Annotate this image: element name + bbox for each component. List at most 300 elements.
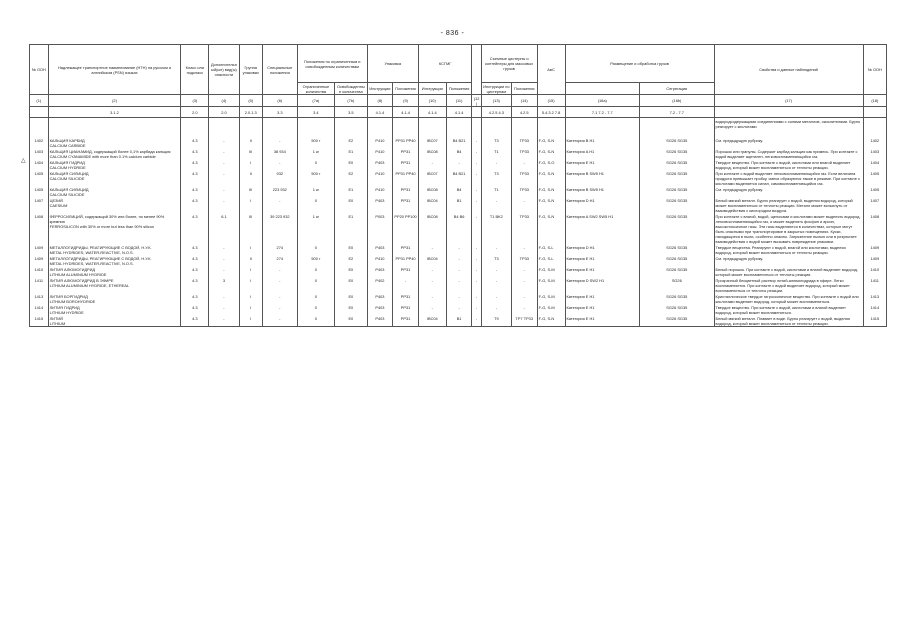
ems-cell: F-G, S-N xyxy=(537,186,565,197)
ibc-instruction-cell: - xyxy=(418,244,446,255)
header-packing-group: Группа упаковки xyxy=(239,45,262,95)
stowage-cell: Категория D H1 xyxy=(565,197,640,213)
russian-name: КАЛЬЦИЯ КАРБИД xyxy=(49,137,85,143)
ibc-instruction-cell: - xyxy=(418,293,446,304)
class-cell: 4.3 xyxy=(181,213,209,244)
tank-instruction-cell: T3 xyxy=(481,137,511,148)
limited-quantity-cell: 0 xyxy=(297,266,334,277)
column-12-cell: - xyxy=(472,266,481,277)
special-provisions-cell: - xyxy=(262,197,297,213)
subsidiary-hazard-cell: - xyxy=(209,304,239,315)
packing-group-cell: I xyxy=(239,244,262,255)
ibc-instruction-cell: - xyxy=(418,304,446,315)
packing-group-cell: I xyxy=(239,304,262,315)
special-provisions-cell: - xyxy=(262,137,297,148)
column-12-cell: - xyxy=(472,159,481,170)
tank-instruction-cell: - xyxy=(481,244,511,255)
name-cell xyxy=(48,197,181,213)
packing-provision-cell: PP31 PP40 xyxy=(393,255,419,266)
excepted-quantity-cell: E0 xyxy=(335,159,368,170)
un-number-right-cell: 1414 xyxy=(863,304,886,315)
packing-provision-cell: PP31 xyxy=(393,186,419,197)
column-number: (13) xyxy=(481,95,511,107)
excepted-quantity-cell: E1 xyxy=(335,213,368,244)
tank-provision-cell: - xyxy=(511,159,537,170)
header-ibc-group: КСГМГ xyxy=(418,45,472,83)
section-reference: 3.1.2 xyxy=(48,107,181,118)
limited-quantity-cell: 0 xyxy=(297,277,334,293)
special-provisions-cell: - xyxy=(262,304,297,315)
special-provisions-cell: - xyxy=(262,293,297,304)
packing-instruction-cell: P410 xyxy=(367,148,393,159)
russian-name: ЛИТИЯ ГИДРИД xyxy=(49,304,80,310)
packing-group-cell: I xyxy=(239,266,262,277)
packing-provision-cell: PP31 xyxy=(393,159,419,170)
ibc-instruction-cell: IBC04 xyxy=(418,315,446,327)
class-cell: 4.3 xyxy=(181,186,209,197)
packing-instruction-cell: P403 xyxy=(367,266,393,277)
ibc-provision-cell: B4 B6 xyxy=(446,213,472,244)
stowage-cell: Категория E H1 xyxy=(565,304,640,315)
tank-instruction-cell: - xyxy=(481,293,511,304)
header-class: Класс или подкласс xyxy=(181,45,209,95)
english-name: FERROSILICON with 30% or more but less than 90% silicon xyxy=(49,223,155,229)
name-cell xyxy=(48,148,181,159)
column-number-row xyxy=(30,95,887,107)
segregation-cell: SG26 SG35 xyxy=(640,148,715,159)
english-name: CALCIUM CYANAMIDE with more than 0.1% calcium carbide xyxy=(49,153,156,159)
packing-instruction-cell: P403 xyxy=(367,315,393,327)
english-name: CALCIUM SILICIDE xyxy=(49,191,85,197)
packing-instruction-cell: P402 xyxy=(367,277,393,293)
column-12-cell: - xyxy=(472,213,481,244)
header-properties: Свойства и данные наблюдений xyxy=(714,45,863,95)
un-number-cell: 1405 xyxy=(30,170,49,186)
table-header xyxy=(30,45,887,118)
stowage-cell: Категория A SW2 SW5 H1 xyxy=(565,213,640,244)
column-12-cell: - xyxy=(472,315,481,327)
column-number: (18) xyxy=(863,95,886,107)
segregation-cell: SG26 SG35 xyxy=(640,186,715,197)
packing-group-cell: I xyxy=(239,197,262,213)
english-name: LITHIUM ALUMINIUM HYDRIDE xyxy=(49,271,107,277)
english-name: LITHIUM ALUMINIUM HYDRIDE, ETHEREAL xyxy=(49,282,130,288)
class-cell: 4.3 xyxy=(181,148,209,159)
stowage-cell: Категория D H1 xyxy=(565,244,640,255)
table-row xyxy=(30,255,887,266)
un-number-right-cell: 1411 xyxy=(863,277,886,293)
section-reference: 4.1.4 xyxy=(418,107,446,118)
stowage-cell: Категория E H1 xyxy=(565,266,640,277)
packing-instruction-cell: P003 xyxy=(367,213,393,244)
properties-cell: При контакте с водой выделяет легковоспламеняющийся газ. Если величина продукта превышает пробку, смеси образуются также в режиме. При контакте с кислотами выделяется силан, самовоспламеняющийся газ. xyxy=(714,170,863,186)
column-number: (16b) xyxy=(640,95,715,107)
table-row xyxy=(30,159,887,170)
name-cell xyxy=(48,304,181,315)
properties-cell: См. предыдущую рубрику. xyxy=(714,186,863,197)
name-cell xyxy=(48,277,181,293)
stowage-cell: Категория E H1 xyxy=(565,159,640,170)
segregation-cell: SG26 xyxy=(640,277,715,293)
un-number-right-cell: 1413 xyxy=(863,293,886,304)
section-reference: 4.1.4 xyxy=(446,107,472,118)
segregation-cell: SG26 SG35 xyxy=(640,255,715,266)
table-row xyxy=(30,137,887,148)
english-name: CALCIUM HYDRIDE xyxy=(49,164,86,170)
excepted-quantity-cell: E2 xyxy=(335,255,368,266)
packing-group-cell: II xyxy=(239,170,262,186)
special-provisions-cell: - xyxy=(262,159,297,170)
packing-provision-cell: PP31 xyxy=(393,304,419,315)
tank-instruction-cell: - xyxy=(481,277,511,293)
segregation-cell: SG26 SG35 xyxy=(640,159,715,170)
ibc-instruction-cell: IBC08 xyxy=(418,148,446,159)
header-ems: АвС xyxy=(537,45,565,95)
un-number-cell: 1407 xyxy=(30,197,49,213)
un-number-cell: 1413 xyxy=(30,293,49,304)
russian-name: КАЛЬЦИЯ СИЛИЦИД xyxy=(49,170,89,176)
column-12-cell: - xyxy=(472,170,481,186)
column-12-cell: - xyxy=(472,148,481,159)
column-number: (3) xyxy=(181,95,209,107)
table-row xyxy=(30,293,887,304)
ems-cell: F-G, S-L xyxy=(537,244,565,255)
ibc-instruction-cell: IBC08 xyxy=(418,186,446,197)
stowage-cell: Категория E H1 xyxy=(565,255,640,266)
header-packing-provisions: Положения xyxy=(393,83,419,95)
limited-quantity-cell: 1 кг xyxy=(297,148,334,159)
excepted-quantity-cell: E1 xyxy=(335,186,368,197)
header-packing-instructions: Инструкции xyxy=(367,83,393,95)
tank-instruction-cell: T1 xyxy=(481,148,511,159)
name-cell xyxy=(48,170,181,186)
segregation-cell: SG26 SG35 xyxy=(640,266,715,277)
un-number-right-cell: 1405 xyxy=(863,186,886,197)
un-number-right-cell: 1410 xyxy=(863,266,886,277)
section-reference xyxy=(714,107,863,118)
english-name: LITHIUM BOROHYDRIDE xyxy=(49,298,96,304)
tank-provision-cell: - xyxy=(511,304,537,315)
tank-provision-cell: TP7 TP33 xyxy=(511,315,537,327)
table-row xyxy=(30,186,887,197)
russian-name: ЛИТИЯ БОРГИДРИД xyxy=(49,293,88,299)
column-12-cell: - xyxy=(472,304,481,315)
header-segregation: Сегрегация xyxy=(640,83,715,95)
header-stowage xyxy=(565,83,640,95)
ibc-provision-cell: - xyxy=(446,266,472,277)
excepted-quantity-cell: E2 xyxy=(335,137,368,148)
packing-instruction-cell: P403 xyxy=(367,304,393,315)
un-number-right-cell: 1402 xyxy=(863,137,886,148)
ems-cell: F-G, S-N xyxy=(537,137,565,148)
ibc-instruction-cell: - xyxy=(418,277,446,293)
tank-provision-cell: TP33 xyxy=(511,186,537,197)
packing-instruction-cell: P403 xyxy=(367,293,393,304)
tank-provision-cell: - xyxy=(511,244,537,255)
limited-quantity-cell: 0 xyxy=(297,304,334,315)
packing-group-cell: I xyxy=(239,315,262,327)
section-reference: 2.0.1.3 xyxy=(239,107,262,118)
special-provisions-cell: - xyxy=(262,315,297,327)
properties-cell: Белый мягкий металл. Бурно реагирует с водой, выделяя водород, который может воспламениться от теплоты реакции. Металл может вспыхнуть от взаимодействия с кислородом воздуха. xyxy=(714,197,863,213)
special-provisions-cell: 38 934 xyxy=(262,148,297,159)
un-number-right-cell: 1409 xyxy=(863,244,886,255)
excepted-quantity-cell: E0 xyxy=(335,293,368,304)
table-row xyxy=(30,170,887,186)
tank-provision-cell: TP33 xyxy=(511,255,537,266)
ibc-instruction-cell: IBC04 xyxy=(418,197,446,213)
header-excepted-quantities: Освобожденные количества xyxy=(335,83,368,95)
ibc-provision-cell: - xyxy=(446,277,472,293)
section-reference: 3.5 xyxy=(335,107,368,118)
table-row xyxy=(30,277,887,293)
packing-provision-cell: PP31 xyxy=(393,293,419,304)
column-12-cell: - xyxy=(472,244,481,255)
column-number: (4) xyxy=(209,95,239,107)
ibc-instruction-cell: IBC08 xyxy=(418,213,446,244)
tank-instruction-cell: - xyxy=(481,304,511,315)
name-cell xyxy=(48,186,181,197)
special-provisions-cell: 274 xyxy=(262,255,297,266)
segregation-cell: SG26 SG35 xyxy=(640,197,715,213)
properties-cell: Твердое вещество. При контакте с водой, кислотами или влагой выделяет водород, который может воспламениться от теплоты реакции. xyxy=(714,159,863,170)
packing-provision-cell: PP31 PP40 xyxy=(393,170,419,186)
tank-instruction-cell: T9 xyxy=(481,315,511,327)
russian-name: МЕТАЛЛОГИДРИДЫ, РЕАГИРУЮЩИЕ С ВОДОЙ, Н.У.К. xyxy=(49,255,152,261)
un-number-cell: 1410 xyxy=(30,266,49,277)
properties-cell: Порошок или гранулы. Содержит карбид кальция как примесь. При контакте с водой выделяет ацетилен, легковоспламеняющийся газ. xyxy=(714,148,863,159)
tank-provision-cell: - xyxy=(511,293,537,304)
section-reference: 4.1.4 xyxy=(367,107,393,118)
segregation-cell: SG26 SG35 xyxy=(640,244,715,255)
special-provisions-cell: 932 xyxy=(262,170,297,186)
section-reference: 4.2.5 4.3 xyxy=(481,107,511,118)
excepted-quantity-cell: E0 xyxy=(335,315,368,327)
un-number-right-cell: 1415 xyxy=(863,315,886,327)
column-number: (8) xyxy=(367,95,393,107)
class-cell: 4.3 xyxy=(181,244,209,255)
tank-provision-cell: - xyxy=(511,197,537,213)
section-reference: 5.4.3.2 7.8 xyxy=(537,107,565,118)
subsidiary-hazard-cell: - xyxy=(209,159,239,170)
tank-provision-cell: TP33 xyxy=(511,213,537,244)
ems-cell: F-G, S-M xyxy=(537,304,565,315)
ibc-provision-cell: B1 xyxy=(446,197,472,213)
segregation-cell: SG26 SG35 xyxy=(640,213,715,244)
header-un-no-right: № ООН xyxy=(863,45,886,95)
ibc-provision-cell: B4 B21 xyxy=(446,137,472,148)
column-number: (7b) xyxy=(335,95,368,107)
packing-group-cell: II xyxy=(239,255,262,266)
packing-provision-cell: PP31 xyxy=(393,148,419,159)
column-number: (2) xyxy=(48,95,181,107)
un-number-cell: 1414 xyxy=(30,304,49,315)
stowage-cell: Категория B SW5 H1 xyxy=(565,186,640,197)
packing-group-cell: III xyxy=(239,213,262,244)
ems-cell: F-G, S-N xyxy=(537,170,565,186)
un-number-right-cell: 1408 xyxy=(863,213,886,244)
name-cell xyxy=(48,137,181,148)
subsidiary-hazard-cell: - xyxy=(209,244,239,255)
section-reference: 7.2 - 7.7 xyxy=(640,107,715,118)
column-number: (12) xyxy=(473,95,480,106)
section-reference: 2.0 xyxy=(181,107,209,118)
tank-provision-cell: TP33 xyxy=(511,170,537,186)
un-number-cell: 1402 xyxy=(30,137,49,148)
stowage-cell: Категория D SW2 H1 xyxy=(565,277,640,293)
un-number-cell: 1409 xyxy=(30,255,49,266)
name-cell xyxy=(48,255,181,266)
tank-instruction-cell: T3 xyxy=(481,170,511,186)
un-number-right-cell: 1403 xyxy=(863,148,886,159)
header-packagings-group: Упаковка xyxy=(367,45,418,83)
column-number: (1) xyxy=(30,95,49,107)
properties-cell: Белый мягкий металл. Плавает в воде. Бурно реагирует с водой, выделяя водород, который может воспламениться от теплоты реакции. xyxy=(714,315,863,327)
special-provisions-cell: 274 xyxy=(262,244,297,255)
row-change-mark: △ xyxy=(21,158,26,164)
limited-quantity-cell: 500 г xyxy=(297,137,334,148)
column-number: (16a) xyxy=(565,95,640,107)
stowage-cell: Категория E H1 xyxy=(565,293,640,304)
english-name: CALCIUM SILICIDE xyxy=(49,175,85,181)
dangerous-goods-list-table xyxy=(29,44,887,327)
un-number-cell: 1409 xyxy=(30,244,49,255)
subsidiary-hazard-cell: 3 xyxy=(209,277,239,293)
ems-cell: F-G, S-N xyxy=(537,213,565,244)
limited-quantity-cell: 500 г xyxy=(297,170,334,186)
packing-group-cell: I xyxy=(239,293,262,304)
table-row xyxy=(30,304,887,315)
table-row xyxy=(30,213,887,244)
un-number-cell: 1411 xyxy=(30,277,49,293)
ibc-instruction-cell: IBC07 xyxy=(418,137,446,148)
tank-instruction-cell: - xyxy=(481,159,511,170)
ems-cell: F-G, S-N xyxy=(537,197,565,213)
ems-cell: F-G, S-L xyxy=(537,255,565,266)
segregation-cell: SG26 SG35 xyxy=(640,293,715,304)
packing-provision-cell: PP31 xyxy=(393,315,419,327)
subsidiary-hazard-cell: - xyxy=(209,170,239,186)
packing-instruction-cell: P410 xyxy=(367,186,393,197)
subsidiary-hazard-cell: - xyxy=(209,266,239,277)
limited-quantity-cell: 1 кг xyxy=(297,213,334,244)
segregation-cell: SG26 SG35 xyxy=(640,170,715,186)
header-tanks-group: Съемные цистерны и контейнеры для массовых грузов xyxy=(481,45,537,83)
class-cell: 4.3 xyxy=(181,304,209,315)
segregation-cell: SG26 SG35 xyxy=(640,137,715,148)
properties-cell: См. предыдущую рубрику. xyxy=(714,137,863,148)
class-cell: 4.3 xyxy=(181,266,209,277)
subsidiary-hazard-cell: - xyxy=(209,197,239,213)
header-stowage-group: Размещение и обработка грузов xyxy=(565,45,714,83)
packing-provision-cell: - xyxy=(393,277,419,293)
section-reference: 7.1 7.2 - 7.7 xyxy=(565,107,640,118)
english-name: METAL HYDRIDES, WATER-REACTIVE, N.O.S. xyxy=(49,249,134,255)
column-number: (17) xyxy=(714,95,863,107)
class-cell: 4.3 xyxy=(181,170,209,186)
name-cell xyxy=(48,213,181,244)
ibc-provision-cell: B4 xyxy=(446,186,472,197)
column-12-cell: - xyxy=(472,277,481,293)
subsidiary-hazard-cell: - xyxy=(209,293,239,304)
properties-cell: Твердое вещество. При контакте с водой, кислотами и влагой выделяет водород, который может воспламениться. xyxy=(714,304,863,315)
name-cell xyxy=(48,315,181,327)
packing-group-cell: III xyxy=(239,186,262,197)
tank-instruction-cell: T1 BK2 xyxy=(481,213,511,244)
packing-provision-cell: PP31 xyxy=(393,266,419,277)
ibc-provision-cell: - xyxy=(446,159,472,170)
russian-name: КАЛЬЦИЯ ГИДРИД xyxy=(49,159,85,165)
stowage-cell: Категория E H1 xyxy=(565,315,640,327)
header-subsidiary-hazard: Дополнительный(ые) вид(ы) опасности xyxy=(209,45,239,95)
packing-provision-cell: PP31 PP40 xyxy=(393,137,419,148)
packing-group-cell: I xyxy=(239,159,262,170)
ems-cell: F-G, S-N xyxy=(537,315,565,327)
english-name: CALCIUM CARBIDE xyxy=(49,142,86,148)
english-name: LITHIUM HYDRIDE xyxy=(49,309,84,315)
table-body xyxy=(30,118,887,327)
stowage-cell: Категория B H1 xyxy=(565,137,640,148)
section-reference: 3.3 xyxy=(262,107,297,118)
packing-provision-cell: PP31 xyxy=(393,244,419,255)
russian-name: ЛИТИЙ xyxy=(49,315,63,321)
un-number-right-cell: 1409 xyxy=(863,255,886,266)
section-reference: 4.1.4 xyxy=(393,107,419,118)
section-reference: 3.4 xyxy=(297,107,334,118)
ems-cell: F-G, S-M xyxy=(537,266,565,277)
english-name: LITHIUM xyxy=(49,320,66,326)
stowage-cell: Категория B SW5 H1 xyxy=(565,170,640,186)
column-number: (6) xyxy=(262,95,297,107)
special-provisions-cell: - xyxy=(262,277,297,293)
table-row xyxy=(30,315,887,327)
section-reference xyxy=(30,107,49,118)
limited-quantity-cell: 0 xyxy=(297,197,334,213)
russian-name: ЛИТИЯ АЛЮМОГИДРИД В ЭФИРЕ xyxy=(49,277,114,283)
properties-cell: Белый порошок. При контакте с водой, кислотами и влагой выделяет водород, который может воспламениться от теплоты реакции. xyxy=(714,266,863,277)
page-number: - 836 - xyxy=(440,30,465,37)
special-provisions-cell: - xyxy=(262,266,297,277)
packing-group-cell: III xyxy=(239,148,262,159)
stowage-cell: Категория A H1 xyxy=(565,148,640,159)
class-cell: 4.3 xyxy=(181,159,209,170)
tank-instruction-cell: T3 xyxy=(481,255,511,266)
ems-cell: F-G, S-N xyxy=(537,148,565,159)
table-row xyxy=(30,266,887,277)
packing-provision-cell: PP31 xyxy=(393,197,419,213)
ibc-provision-cell: B4 xyxy=(446,148,472,159)
section-reference: 2.0 xyxy=(209,107,239,118)
ibc-instruction-cell: IBC07 xyxy=(418,170,446,186)
excepted-quantity-cell: E0 xyxy=(335,197,368,213)
un-number-cell: 1405 xyxy=(30,186,49,197)
subsidiary-hazard-cell: - xyxy=(209,148,239,159)
ibc-provision-cell: - xyxy=(446,255,472,266)
russian-name: КАЛЬЦИЯ ЦИАНАМИД, содержащий более 0,1% карбида кальция xyxy=(49,148,171,154)
name-cell xyxy=(48,293,181,304)
column-number: (11) xyxy=(446,95,472,107)
un-number-cell: 1415 xyxy=(30,315,49,327)
packing-group-cell: I xyxy=(239,277,262,293)
tank-provision-cell: TP33 xyxy=(511,137,537,148)
packing-instruction-cell: P410 xyxy=(367,255,393,266)
properties-cell: Кристаллическое твердое гигроскопичное вещество. При контакте с водой или кислотами выделяет водород, который может воспламениться. xyxy=(714,293,863,304)
un-number-right-cell: 1405 xyxy=(863,170,886,186)
class-cell: 4.3 xyxy=(181,315,209,327)
header-tank-instructions: Инструкции по цистернам xyxy=(483,83,510,94)
header-ibc-provisions: Положения xyxy=(446,83,472,95)
ibc-instruction-cell: - xyxy=(418,266,446,277)
